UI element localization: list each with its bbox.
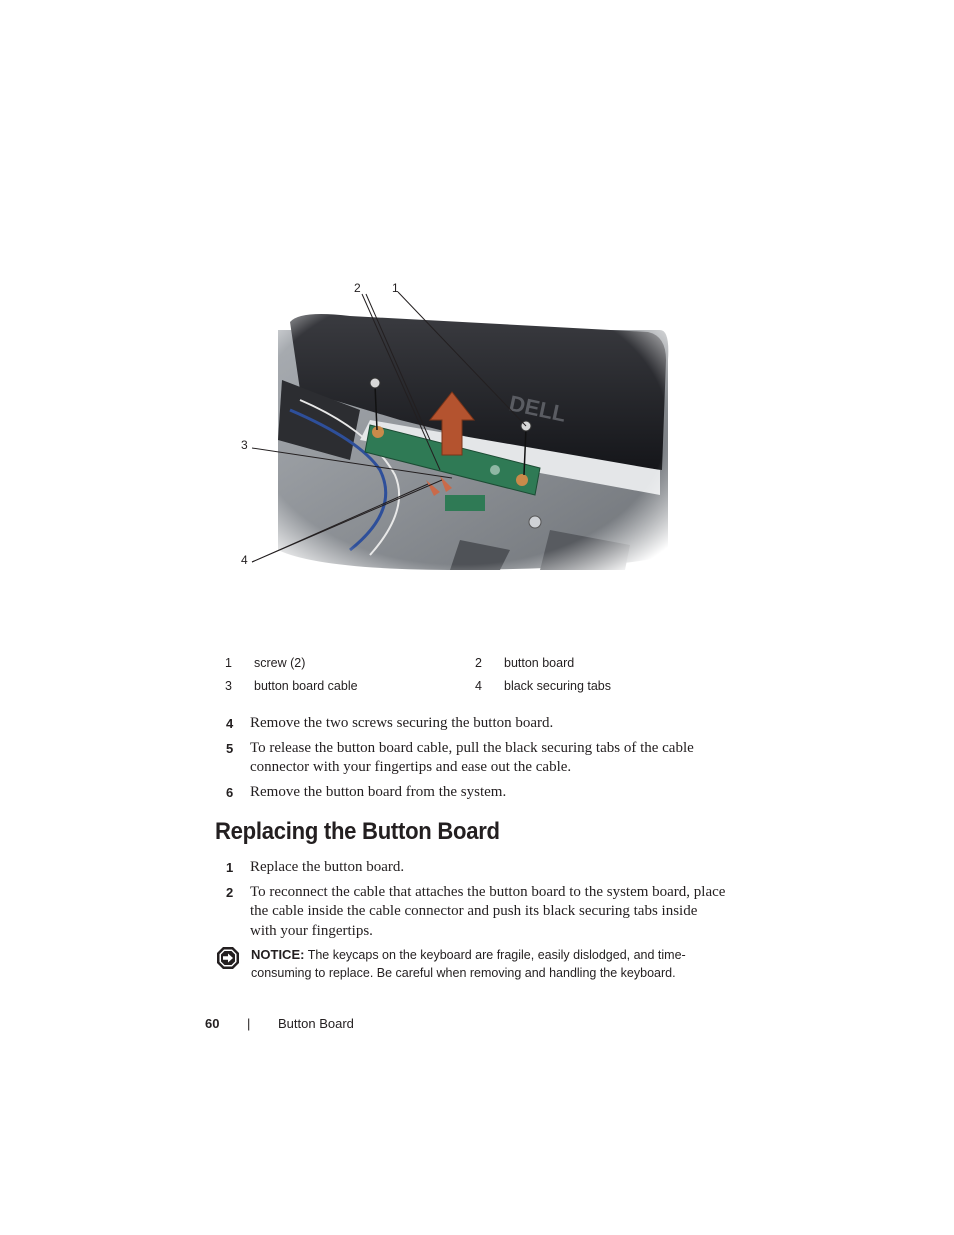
- notice-icon: [216, 946, 240, 970]
- step-item: [226, 883, 726, 942]
- callout-legend: [222, 656, 722, 702]
- step-item: [226, 858, 726, 878]
- notice-body: The keycaps on the keyboard are fragile, easily dislodged, and time-consuming to replace. Be careful when removing and handling the keyboard.: [251, 948, 686, 980]
- step-text: Remove the two screws securing the button board.: [250, 715, 554, 731]
- legend-number: 2: [475, 656, 482, 670]
- button-board-illustration: [230, 270, 690, 580]
- legend-number: 1: [225, 656, 232, 670]
- legend-number: 4: [475, 679, 482, 693]
- step-number: 5: [226, 740, 234, 756]
- footer-separator: |: [247, 1016, 251, 1031]
- callout-2: 2: [354, 281, 361, 295]
- step-item: [226, 714, 726, 734]
- removal-steps: [226, 714, 726, 807]
- page-number: 60: [205, 1016, 220, 1031]
- step-item: [226, 739, 726, 778]
- callout-3: 3: [241, 438, 248, 452]
- replacement-steps: [226, 858, 726, 946]
- step-text: Replace the button board.: [250, 859, 405, 875]
- legend-label: screw (2): [254, 656, 306, 670]
- legend-label: black securing tabs: [504, 679, 612, 693]
- callout-1: 1: [392, 281, 399, 295]
- step-number: 2: [226, 884, 234, 900]
- footer-chapter-title: Button Board: [278, 1016, 354, 1031]
- legend-row: [222, 656, 722, 679]
- section-title: Replacing the Button Board: [215, 818, 500, 845]
- notice-label: NOTICE:: [251, 947, 305, 962]
- step-number: 4: [226, 716, 234, 731]
- step-number: 6: [226, 784, 234, 800]
- step-item: [226, 783, 726, 803]
- legend-row: [222, 679, 722, 702]
- notice-text: [251, 946, 716, 982]
- step-text: Remove the button board from the system.: [250, 783, 507, 800]
- legend-label: button board: [504, 656, 575, 670]
- step-text: To release the button board cable, pull the black securing tabs of the cable connector with your fingertips and ease out the cable.: [250, 739, 694, 775]
- legend-label: button board cable: [254, 679, 358, 693]
- callout-4: 4: [241, 553, 248, 567]
- illustration-svg: [230, 270, 690, 580]
- legend-number: 3: [225, 679, 232, 693]
- notice-box: [216, 946, 716, 982]
- step-text: To reconnect the cable that attaches the button board to the system board, place the cable inside the cable connector and push its black securing tabs inside with your fingertips.: [250, 883, 726, 939]
- step-number: 1: [226, 860, 234, 875]
